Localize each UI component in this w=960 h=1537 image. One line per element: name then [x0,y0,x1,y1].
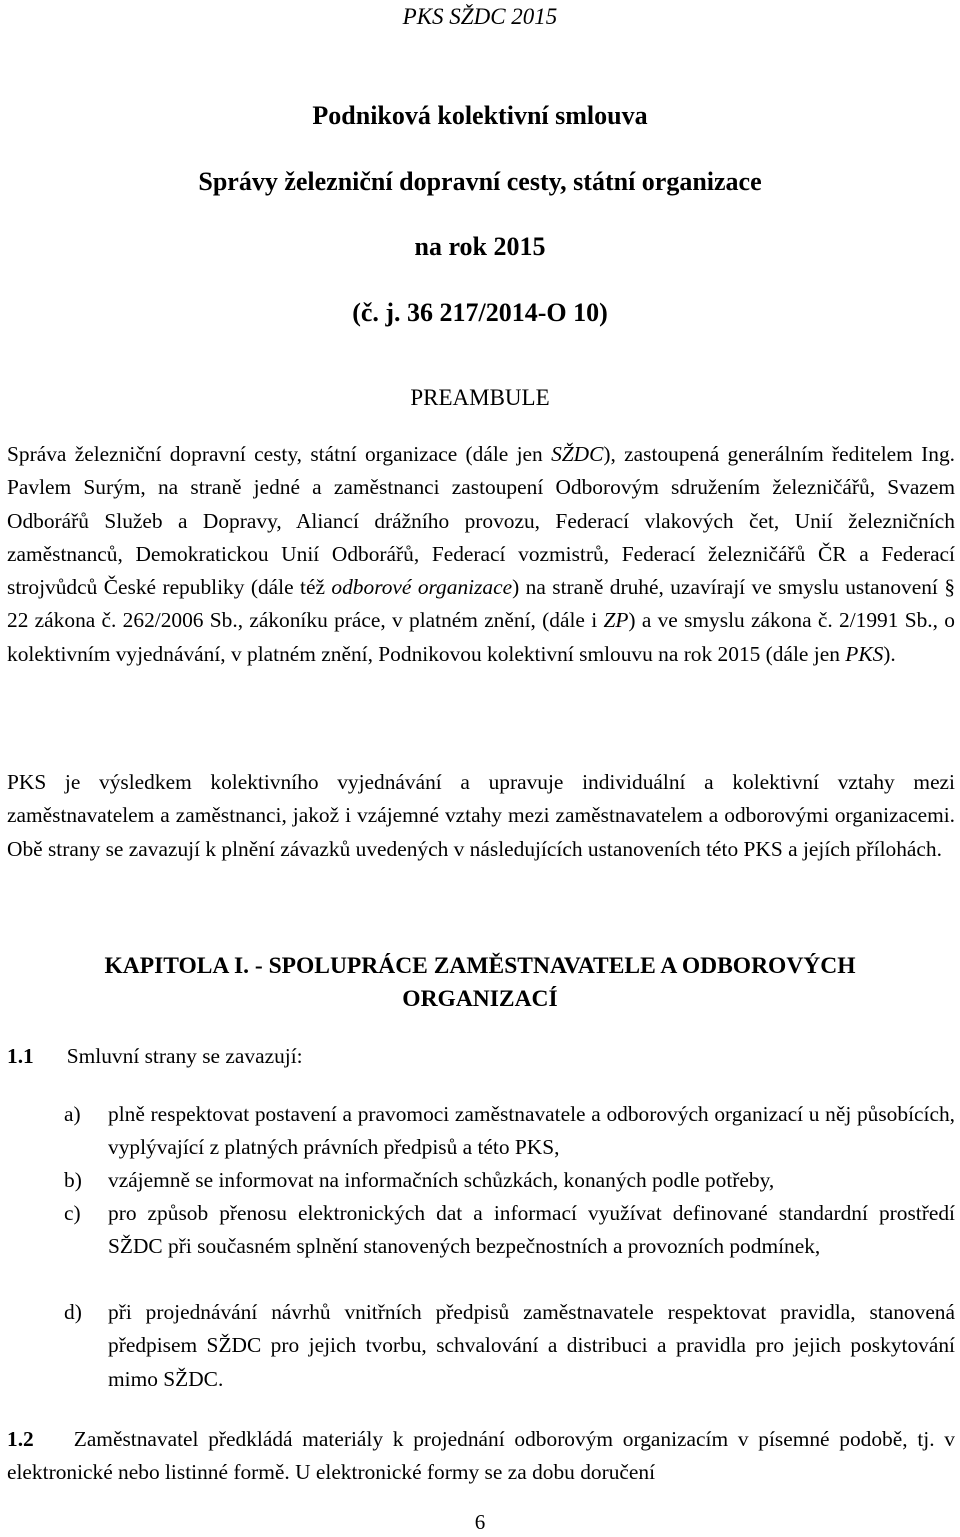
document-title: Podniková kolektivní smlouva [312,101,648,130]
clause-number: 1.1 [7,1044,34,1068]
clause-number: 1.2 [7,1427,34,1451]
preamble-heading: PREAMBULE [410,385,550,410]
list-item-label: b) [64,1168,82,1192]
list-item-label: c) [64,1201,81,1225]
clause-1-2 [7,1423,955,1490]
document-year: na rok 2015 [414,232,546,261]
chapter-heading [0,950,960,1016]
preamble-paragraph-2: PKS je výsledkem kolektivního vyjednávání a upravuje individuální a kolektivní vztahy mezi zaměstnavatelem a zaměstnanci, jakož i vzájemné vztahy mezi zaměstnavatelem a odborovými organizacemi. Obě strany se zavazují k plnění závazků uvedených v následujících ustanoveních této PKS a jejích přílohách. [7,770,955,861]
list-item-text: vzájemně se informovat na informačních schůzkách, konaných podle potřeby, [108,1168,775,1192]
list-item-d [64,1296,955,1396]
list-item-text: pro způsob přenosu elektronických dat a informací využívat definované standardní prostředí SŽDC při současném splnění stanovených bezpečnostních a provozních podmínek, [108,1201,955,1259]
list-item-text: plně respektovat postavení a pravomoci zaměstnavatele a odborových organizací u něj působících, vyplývající z platných právních předpisů a této PKS, [108,1102,955,1160]
preamble-paragraph-1: Správa železniční dopravní cesty, státní organizace (dále jen SŽDC), zastoupená generálním ředitelem Ing. Pavlem Surým, na straně jedné a zaměstnanci zastoupení Odborovým sdružením železničářů, Svazem Odborářů Služeb a Dopravy, Aliancí drážního provozu, Federací vlakových čet, Unií železničních zaměstnanců, Demokratickou Unií Odborářů, Federací vozmistrů, Federací železničářů ČR a Federací strojvůdců České republiky (dále též odborové organizace) na straně druhé, uzavírají ve smyslu ustanovení § 22 zákona č. 262/2006 Sb., zákoníku práce, v platném znění, (dále i ZP) a ve smyslu zákona č. 2/1991 Sb., o kolektivním vyjednávání, v platném znění, Podnikovou kolektivní smlouvu na rok 2015 (dále jen PKS). [7,442,956,666]
clause-1-1 [7,1040,955,1073]
list-item-c [64,1197,955,1264]
list-item-a [64,1098,955,1165]
list-item-label: d) [64,1300,82,1324]
chapter-heading-line-1: KAPITOLA I. - SPOLUPRÁCE ZAMĚSTNAVATELE A ODBOROVÝCH [104,953,856,979]
clause-text: Smluvní strany se zavazují: [66,1044,303,1068]
page-header: PKS SŽDC 2015 [402,4,558,29]
list-item-label: a) [64,1102,81,1126]
chapter-heading-line-2: ORGANIZACÍ [402,986,558,1012]
list-item-text: při projednávání návrhů vnitřních předpisů zaměstnavatele respektovat pravidla, stanovená předpisem SŽDC pro jejich tvorbu, schvalování a distribuci a pravidla pro jejich poskytování mimo SŽDC. [108,1300,955,1391]
list-item-b [64,1164,955,1197]
document-subtitle: Správy železniční dopravní cesty, státní organizace [198,167,762,196]
document-reference: (č. j. 36 217/2014-O 10) [352,298,608,327]
clause-text: Zaměstnavatel předkládá materiály k projednání odborovým organizacím v písemné podobě, tj. v elektronické nebo listinné formě. U elektronické formy se za dobu doručení [7,1427,955,1485]
page-number: 6 [474,1510,486,1534]
